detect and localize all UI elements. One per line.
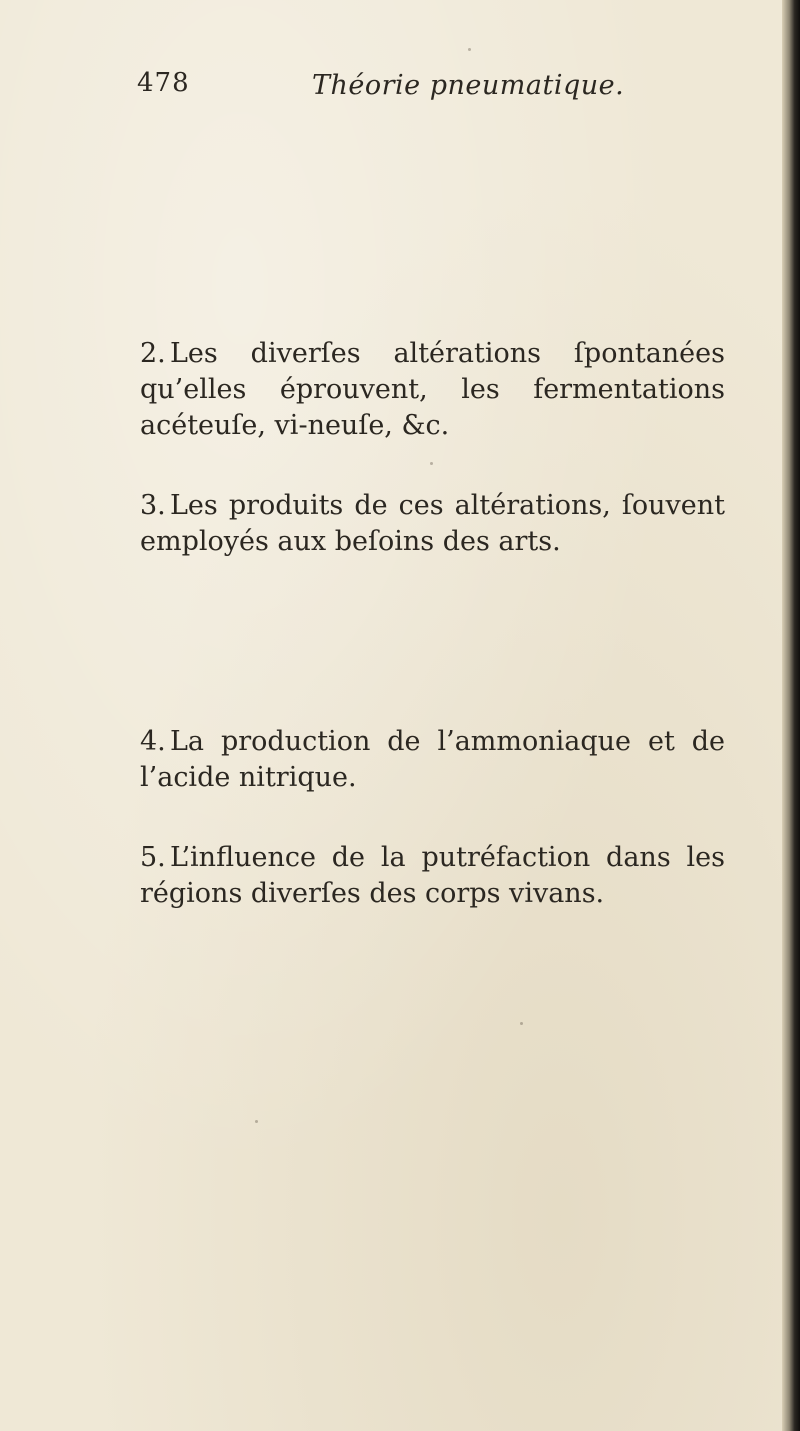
- running-title: Théorie pneumatique.: [312, 70, 625, 101]
- list-item: [140, 724, 725, 796]
- list-item: [140, 840, 725, 912]
- list-item: [140, 488, 725, 560]
- item-number: 2.: [140, 338, 166, 369]
- item-text: L’influence de la putréfaction dans les régions diverſes des corps vivans.: [140, 842, 725, 909]
- book-gutter-shadow: [782, 0, 800, 1431]
- paper-speck: [430, 462, 433, 465]
- item-number: 4.: [140, 726, 166, 757]
- item-text: Les produits de ces altérations, ſouvent employés aux beſoins des arts.: [140, 490, 725, 557]
- list-item: [140, 336, 725, 444]
- paper-speck: [468, 48, 471, 51]
- paper-speck: [255, 1120, 258, 1123]
- item-number: 3.: [140, 490, 166, 521]
- numbered-list: [140, 336, 725, 912]
- item-text: Les diverſes altérations ſpontanées qu’elles éprouvent, les fermentations acéteuſe, vi-neuſe, &c.: [140, 338, 725, 441]
- item-text: La production de l’ammoniaque et de l’acide nitrique.: [140, 726, 725, 793]
- paper-speck: [520, 1022, 523, 1025]
- item-number: 5.: [140, 842, 166, 873]
- page-number: 478: [137, 68, 190, 98]
